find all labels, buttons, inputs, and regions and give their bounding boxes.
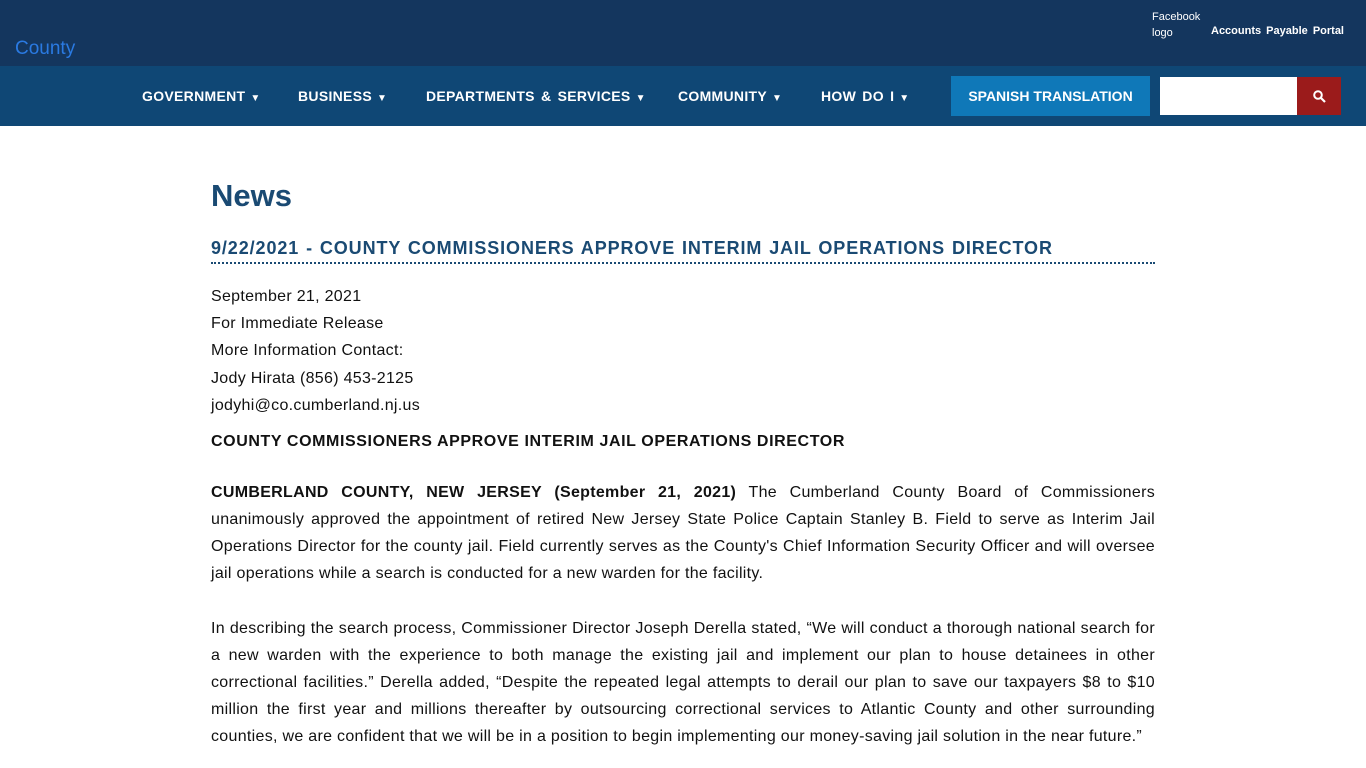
nav-community[interactable] [678,88,782,104]
article-headline: COUNTY COMMISSIONERS APPROVE INTERIM JAIL OPERATIONS DIRECTOR [211,433,845,451]
caret-down-icon: ▼ [250,93,261,104]
nav-business[interactable] [298,88,387,104]
paragraph-2: In describing the search process, Commissioner Director Joseph Derella stated, “We will conduct a thorough national search for a new warden with the experience to both manage the existing jail and implement our plan to house detainees in other correctional facilities.” Derella added, “Despite the repeated legal attempts to derail our plan to save our taxpayers $8 to $10 million the first year and millions thereafter by outsourcing correctional services to Atlantic County and other surrounding counties, we are confident that we will be in a position to begin implementing our money-saving jail solution in the near future.” [211,620,1155,746]
article-title: 9/22/2021 - COUNTY COMMISSIONERS APPROVE INTERIM JAIL OPERATIONS DIRECTOR [211,238,1155,264]
caret-down-icon: ▼ [899,93,910,104]
paragraph-1 [211,479,1155,587]
search-button[interactable] [1297,77,1341,115]
contact-email: jodyhi@co.cumberland.nj.us [211,396,421,414]
top-bar [0,0,1366,66]
press-meta [211,283,1155,419]
search-input[interactable] [1160,77,1297,115]
nav-label: HOW DO I [821,88,895,104]
nav-government[interactable] [142,88,261,104]
dateline: CUMBERLAND COUNTY, NEW JERSEY (September 21, 2021) [211,484,737,502]
paragraph-text: The Cumberland County Board of Commissioners unanimously approved the appointment of retired New Jersey State Police Captain Stanley B. Field to serve as Interim Jail Operations Director for the county jail. Field currently serves as the County's Chief Information Security Officer and will oversee jail operations while a search is conducted for a new warden for the facility. [211,484,1155,583]
page-title: News [211,178,292,213]
caret-down-icon: ▼ [376,93,388,104]
main-nav [0,66,1366,126]
contact-label: More Information Contact: [211,342,404,360]
spanish-translation-button[interactable]: SPANISH TRANSLATION [951,76,1150,116]
nav-label: DEPARTMENTS & SERVICES [426,88,631,104]
nav-departments-services[interactable] [426,88,646,104]
county-logo[interactable]: County [15,38,76,59]
article [211,126,1155,750]
release-date: September 21, 2021 [211,288,362,305]
nav-label: COMMUNITY [678,88,768,104]
nav-how-do-i[interactable] [821,88,910,104]
accounts-payable-link[interactable]: Accounts Payable Portal [1211,25,1344,37]
search-icon [1313,90,1326,103]
contact-name-phone: Jody Hirata (856) 453-2125 [211,369,414,387]
caret-down-icon: ▼ [772,93,783,104]
nav-label: GOVERNMENT [142,88,246,104]
release-type: For Immediate Release [211,315,384,333]
facebook-logo-icon[interactable]: Facebook logo [1152,11,1201,39]
caret-down-icon: ▼ [635,93,646,104]
nav-label: BUSINESS [298,88,372,104]
